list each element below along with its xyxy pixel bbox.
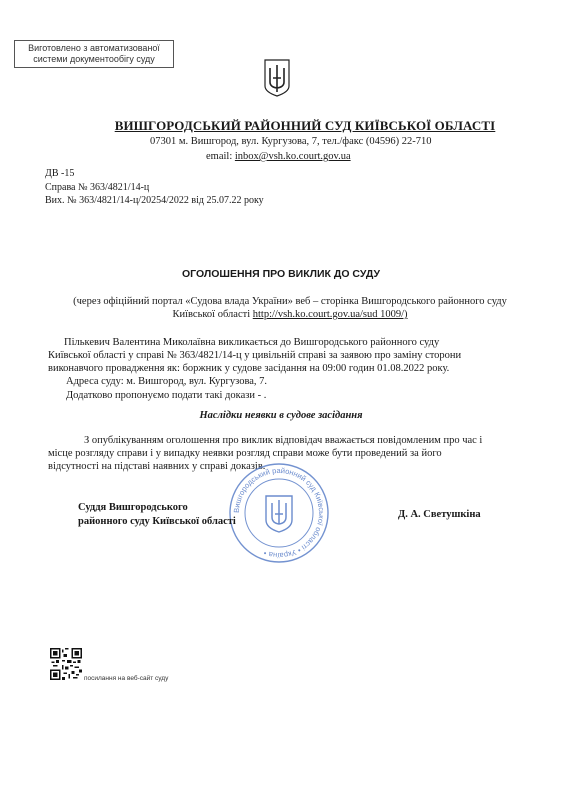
- court-website-link[interactable]: http://vsh.ko.court.gov.ua/sud 1009/): [252, 309, 408, 320]
- email-label: email:: [206, 151, 233, 162]
- court-name: ВИШГОРОДСЬКИЙ РАЙОННИЙ СУД КИЇВСЬКОЇ ОБЛАСТІ: [114, 118, 496, 133]
- stamp-line-2: системи документообігу суду: [33, 54, 155, 64]
- stamp-line-1: Виготовлено з автоматизованої: [28, 43, 160, 53]
- automated-system-stamp: [14, 40, 174, 68]
- evidence-line: Додатково пропонуємо подати такі докази - .: [66, 390, 267, 401]
- consequences-title: Наслідки неявки в судове засідання: [199, 410, 363, 421]
- body-line-2: Київської області у справі № 363/4821/14-ц у цивільній справі за заявою про заміну сторони: [48, 350, 462, 361]
- qr-code-icon[interactable]: [50, 648, 82, 680]
- qr-caption: посилання на веб-сайт суду: [84, 675, 169, 682]
- outgoing-number: Вих. № 363/4821/14-ц/20254/2022 від 25.07.22 року: [45, 195, 264, 206]
- judge-name: Д. А. Светушкіна: [398, 509, 481, 520]
- subtitle-line-1: (через офіційний портал «Судова влада України» веб – сторінка Вишгородського районного суду: [73, 296, 507, 307]
- position-line-2: районного суду Київської області: [78, 516, 236, 527]
- subtitle-prefix: Київської області: [172, 309, 251, 320]
- body-line-3: виконавчого провадження як: боржник у судове засідання на 09:00 годин 01.08.2022 року.: [48, 363, 450, 374]
- notice-subtitle: [40, 295, 540, 321]
- consequences-line-3: відсутності на підставі наявних у справі доказів.: [48, 461, 266, 472]
- court-email-line: [206, 151, 351, 162]
- email-link[interactable]: inbox@vsh.ko.court.gov.ua: [234, 151, 351, 162]
- notice-title: ОГОЛОШЕННЯ ПРО ВИКЛИК ДО СУДУ: [181, 268, 381, 280]
- judge-position: [78, 501, 236, 529]
- consequences-line-2: місце розгляду справи і у випадку неявки розгляд справи може бути проведений за його: [48, 448, 442, 459]
- body-line-1: Пількевич Валентина Миколаївна викликається до Вишгородського районного суду: [64, 337, 440, 348]
- court-address-line: Адреса суду: м. Вишгород, вул. Кургузова, 7.: [66, 376, 268, 387]
- position-line-1: Суддя Вишгородського: [78, 502, 188, 513]
- court-seal: [228, 462, 330, 564]
- coat-of-arms-icon: [262, 58, 292, 98]
- seal-text: Вишгородський районний суд Київської області • Україна •: [231, 465, 327, 561]
- doc-code: ДВ -15: [45, 168, 75, 179]
- case-number: Справа № 363/4821/14-ц: [45, 182, 150, 193]
- consequences-line-1: З опублікуванням оголошення про виклик відповідач вважається повідомленим про час і: [84, 435, 483, 446]
- notice-body: [48, 336, 526, 375]
- court-address: 07301 м. Вишгород, вул. Кургузова, 7, тел./факс (04596) 22-710: [150, 136, 432, 147]
- subtitle-line-2: [40, 308, 540, 321]
